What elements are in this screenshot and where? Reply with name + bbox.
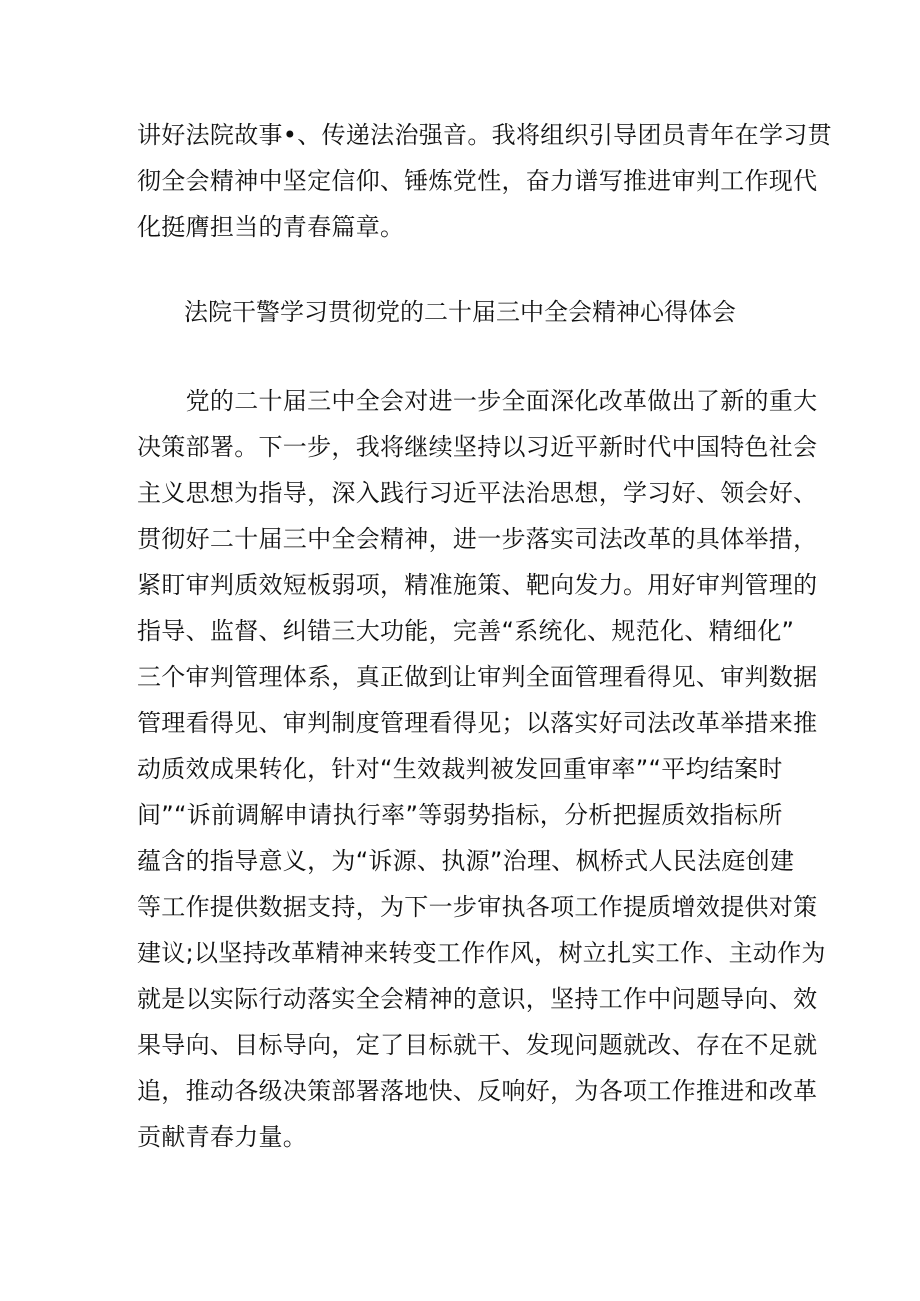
intro-line-1: 讲好法院故事•、传递法治强音。我将组织引导团员青年在学习贯 [137, 121, 832, 149]
intro-line-3: 化挺膺担当的青春篇章。 [137, 213, 405, 241]
body-line-6: 指导、监督、纠错三大功能，完善“系统化、规范化、精细化” [137, 617, 795, 645]
body-line-8: 管理看得见、审判制度管理看得见；以落实好司法改革举措来推 [137, 709, 818, 737]
body-line-11: 蕴含的指导意义，为“诉源、执源”治理、枫桥式人民法庭创建 [137, 847, 795, 875]
body-line-3: 主义思想为指导，深入践行习近平法治思想，学习好、领会好、 [137, 479, 818, 507]
body-line-10: 间”“诉前调解申请执行率”等弱势指标，分析把握质效指标所 [137, 801, 783, 829]
body-line-7: 三个审判管理体系，真正做到让审判全面管理看得见、审判数据 [137, 663, 818, 691]
body-line-2: 决策部署。下一步，我将继续坚持以习近平新时代中国特色社会 [137, 433, 818, 461]
body-line-14: 就是以实际行动落实全会精神的意识，坚持工作中问题导向、效 [137, 985, 818, 1013]
body-line-17: 贡献青春力量。 [137, 1123, 308, 1151]
body-line-9: 动质效成果转化，针对“生效裁判被发回重审率”“平均结案时 [137, 755, 783, 783]
intro-line-2: 彻全会精神中坚定信仰、锤炼党性，奋力谱写推进审判工作现代 [137, 167, 818, 195]
body-line-13: 建议;以坚持改革精神来转变工作作风，树立扎实工作、主动作为 [137, 939, 826, 967]
body-line-15: 果导向、目标导向，定了目标就干、发现问题就改、存在不足就 [137, 1031, 818, 1059]
body-line-16: 追，推动各级决策部署落地快、反响好，为各项工作推进和改革 [137, 1077, 818, 1105]
body-line-12: 等工作提供数据支持，为下一步审执各项工作提质增效提供对策 [137, 893, 818, 921]
body-line-5: 紧盯审判质效短板弱项，精准施策、靶向发力。用好审判管理的 [137, 571, 818, 599]
body-line-4: 贯彻好二十届三中全会精神，进一步落实司法改革的具体举措， [137, 525, 818, 553]
article-title: 法院干警学习贯彻党的二十届三中全会精神心得体会 [184, 298, 736, 326]
body-line-1: 党的二十届三中全会对进一步全面深化改革做出了新的重大 [137, 387, 818, 415]
